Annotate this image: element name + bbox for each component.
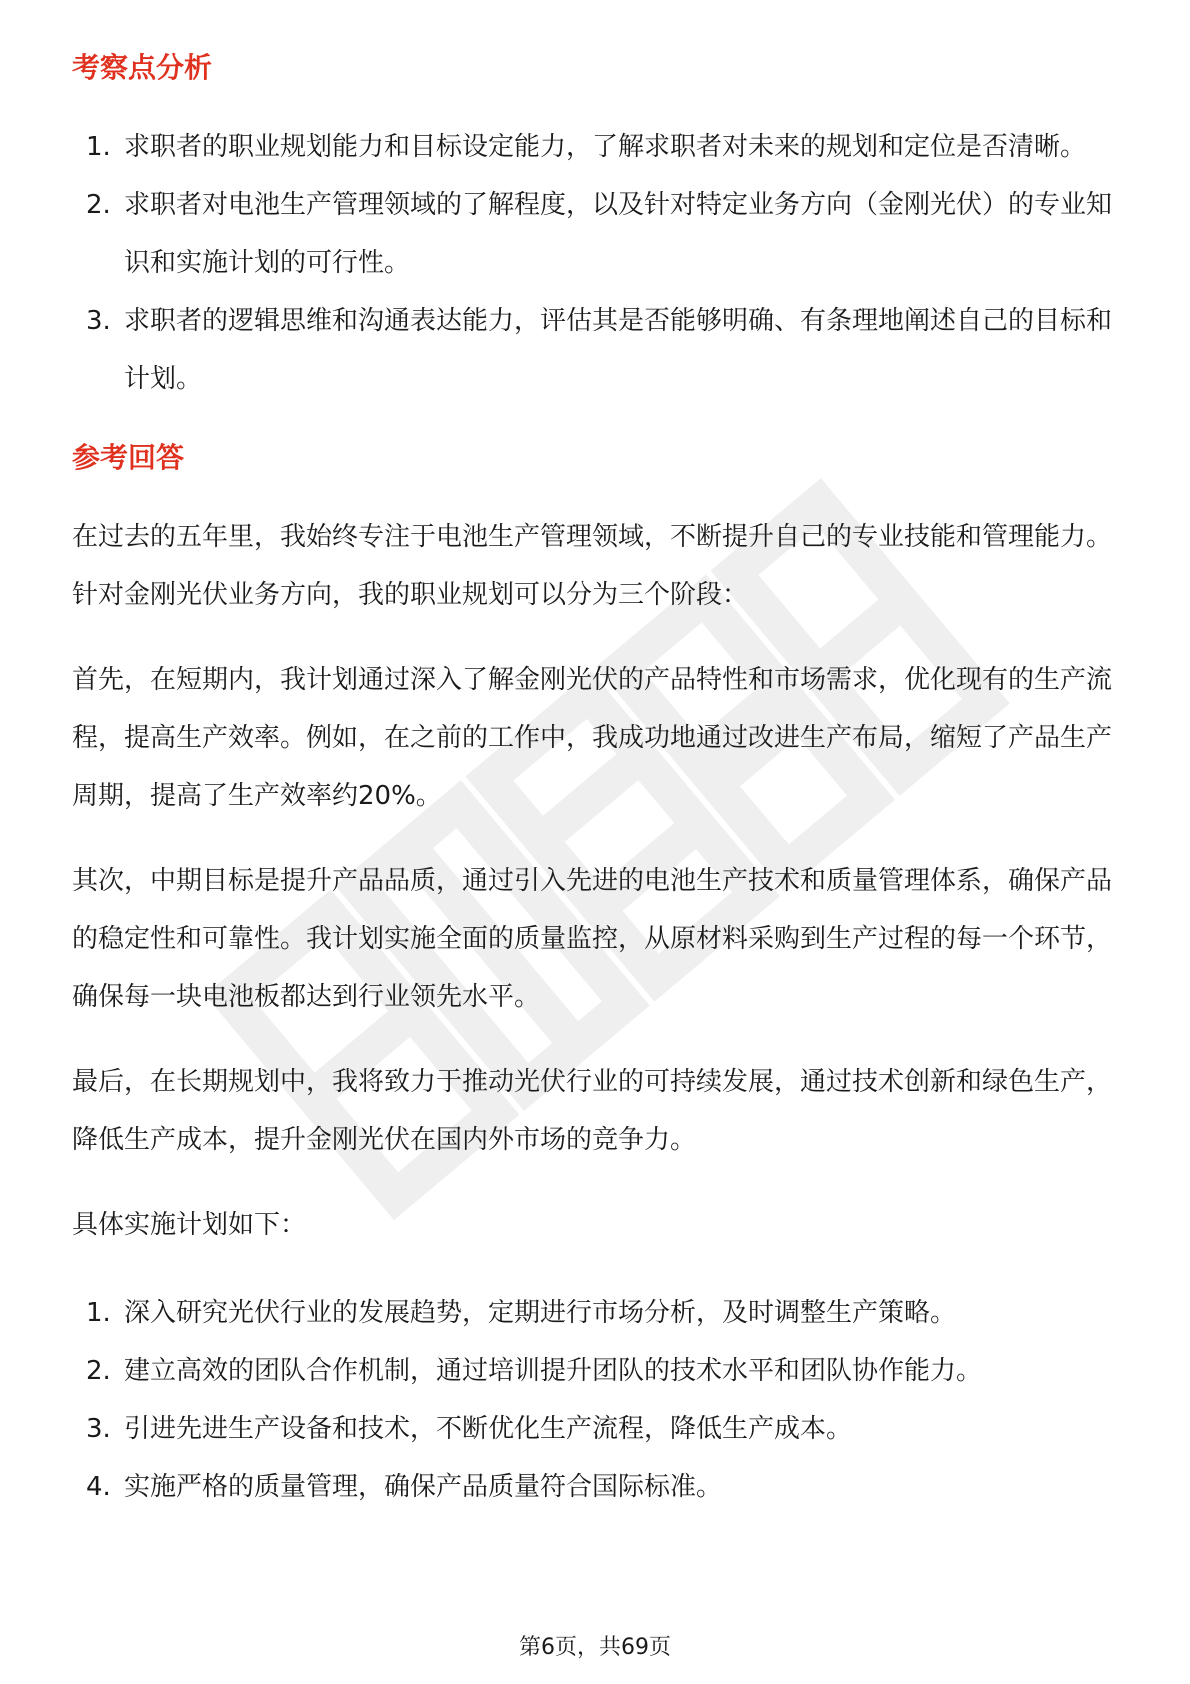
page-number: 第6页，共69页 (519, 1635, 671, 1660)
list-item (72, 1284, 1117, 1342)
list-item-number: 4. (86, 1472, 111, 1502)
list-item-text: 求职者的逻辑思维和沟通表达能力，评估其是否能够明确、有条理地阐述自己的目标和计划。 (124, 306, 1113, 394)
list-item (72, 176, 1117, 292)
main-content (72, 48, 1117, 1516)
analysis-heading: 考察点分析 (72, 51, 213, 84)
list-item-text: 实施严格的质量管理，确保产品质量符合国际标准。 (124, 1472, 723, 1502)
list-item-text: 求职者的职业规划能力和目标设定能力，了解求职者对未来的规划和定位是否清晰。 (124, 132, 1087, 162)
list-item-text: 建立高效的团队合作机制，通过培训提升团队的技术水平和团队协作能力。 (124, 1356, 983, 1386)
answer-paragraph-intro: 在过去的五年里，我始终专注于电池生产管理领域，不断提升自己的专业技能和管理能力。针对金刚光伏业务方向，我的职业规划可以分为三个阶段： (72, 522, 1113, 610)
list-item (72, 1458, 1117, 1516)
list-item-text: 深入研究光伏行业的发展趋势，定期进行市场分析，及时调整生产策略。 (124, 1298, 957, 1328)
answer-paragraph-plan-intro: 具体实施计划如下： (72, 1210, 307, 1240)
list-item-number: 1. (86, 1298, 111, 1328)
answer-paragraph-long-term: 最后，在长期规划中，我将致力于推动光伏行业的可持续发展，通过技术创新和绿色生产，降低生产成本，提升金刚光伏在国内外市场的竞争力。 (72, 1067, 1113, 1155)
plan-list (72, 1284, 1117, 1516)
list-item-number: 1. (86, 132, 111, 162)
list-item-number: 2. (86, 190, 111, 220)
list-item-number: 2. (86, 1356, 111, 1386)
list-item-text: 引进先进生产设备和技术，不断优化生产流程，降低生产成本。 (124, 1414, 853, 1444)
list-item-text: 求职者对电池生产管理领域的了解程度，以及针对特定业务方向（金刚光伏）的专业知识和实施计划的可行性。 (124, 190, 1113, 278)
list-item (72, 292, 1117, 408)
answer-heading: 参考回答 (72, 441, 185, 474)
answer-paragraph-short-term: 首先，在短期内，我计划通过深入了解金刚光伏的产品特性和市场需求，优化现有的生产流程，提高生产效率。例如，在之前的工作中，我成功地通过改进生产布局，缩短了产品生产周期，提高了生产效率约20%。 (72, 665, 1113, 811)
analysis-list (72, 118, 1117, 408)
list-item (72, 118, 1117, 176)
list-item-number: 3. (86, 306, 111, 336)
list-item (72, 1342, 1117, 1400)
list-item (72, 1400, 1117, 1458)
answer-paragraph-mid-term: 其次，中期目标是提升产品品质，通过引入先进的电池生产技术和质量管理体系，确保产品的稳定性和可靠性。我计划实施全面的质量监控，从原材料采购到生产过程的每一个环节，确保每一块电池板都达到行业领先水平。 (72, 866, 1113, 1012)
list-item-number: 3. (86, 1414, 111, 1444)
